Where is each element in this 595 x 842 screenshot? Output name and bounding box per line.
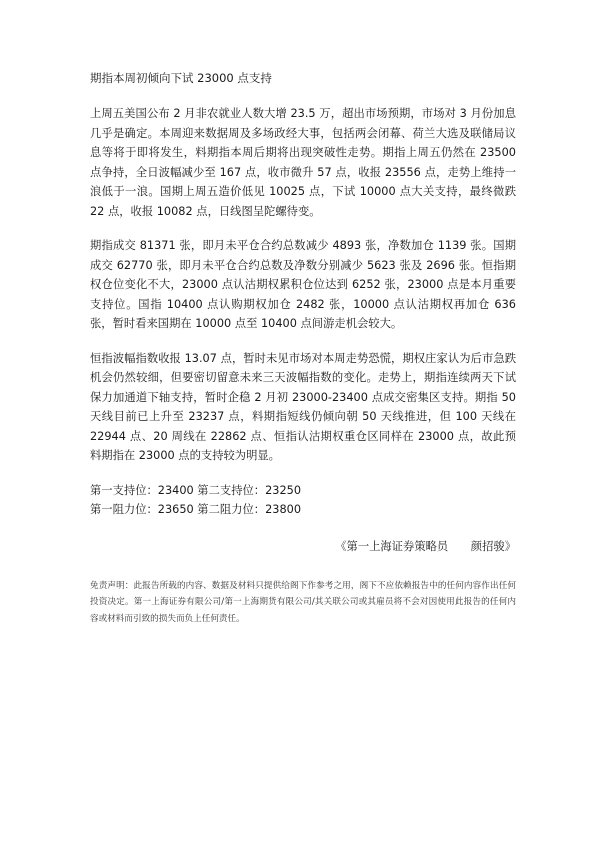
- paragraph-volatility-technical: 恒指波幅指数收报 13.07 点，暂时未见市场对本周走势恐慌，期权庄家认为后市急跌机会仍然较细，但要密切留意未来三天波幅指数的变化。走势上，期指连续两天下试保力加通道下轴支持，暂时企稳 2 月初 23000-23400 点成交密集区支持。期指 50 天线目前已上升至 23237 点，料期指短线仍倾向朝 50 天线推进，但 100 天线在 22944 点、20 周线在 22862 点、恒指认沽期权重仓区同样在 23000 点，故此预料期指在 23000 点的支持较为明显。: [90, 351, 516, 462]
- resistance-levels: 第一阻力位：23650 第二阻力位：23800: [90, 503, 302, 516]
- document-page: [90, 70, 516, 627]
- support-levels: 第一支持位：23400 第二支持位：23250: [90, 483, 302, 497]
- disclaimer: 免责声明：此报告所载的内容、数据及材料只提供给阁下作参考之用，阁下不应依赖报告中的任何内容作出任何投资决定。第一上海证券有限公司/第一上海期货有限公司/其关联公司或其雇员将不会对因使用此报告的任何内容或材料而引致的损失而负上任何责任。: [90, 580, 516, 624]
- author-signature: 《第一上海证券策略员 颜招骏》: [335, 539, 516, 553]
- paragraph-open-interest: 期指成交 81371 张，即月未平仓合约总数减少 4893 张，净数加仓 1139 张。国期成交 62770 张，即月未平仓合约总数及净数分别减少 5623 张及 2696 张。恒指期权仓位变化不大，23000 点认沽期权累积仓位达到 6252 张，23000 点是本月重要支持位。国指 10400 点认购期权加仓 2482 张，10000 点认沽期权再加仓 636 张，暂时看来国期在 10000 点至 10400 点间游走机会较大。: [90, 239, 516, 330]
- support-resistance-levels: [90, 481, 516, 520]
- paragraph-market-overview: 上周五美国公布 2 月非农就业人数大增 23.5 万，超出市场预期，市场对 3 月份加息几乎是确定。本周迎来数据周及多场政经大事，包括两会闭幕、荷兰大选及联储局议息等将于即将发生，料期指本周后期将出现突破性走势。期指上周五仍然在 23500 点争持，全日波幅减少至 167 点，收市微升 57 点，收报 23556 点，走势上维持一浪低于一浪。国期上周五造价低见 10025 点，下试 10000 点大关支持，最终微跌 22 点，收报 10082 点，日线图呈陀螺待变。: [90, 107, 516, 218]
- document-title: 期指本周初倾向下试 23000 点支持: [90, 71, 272, 85]
